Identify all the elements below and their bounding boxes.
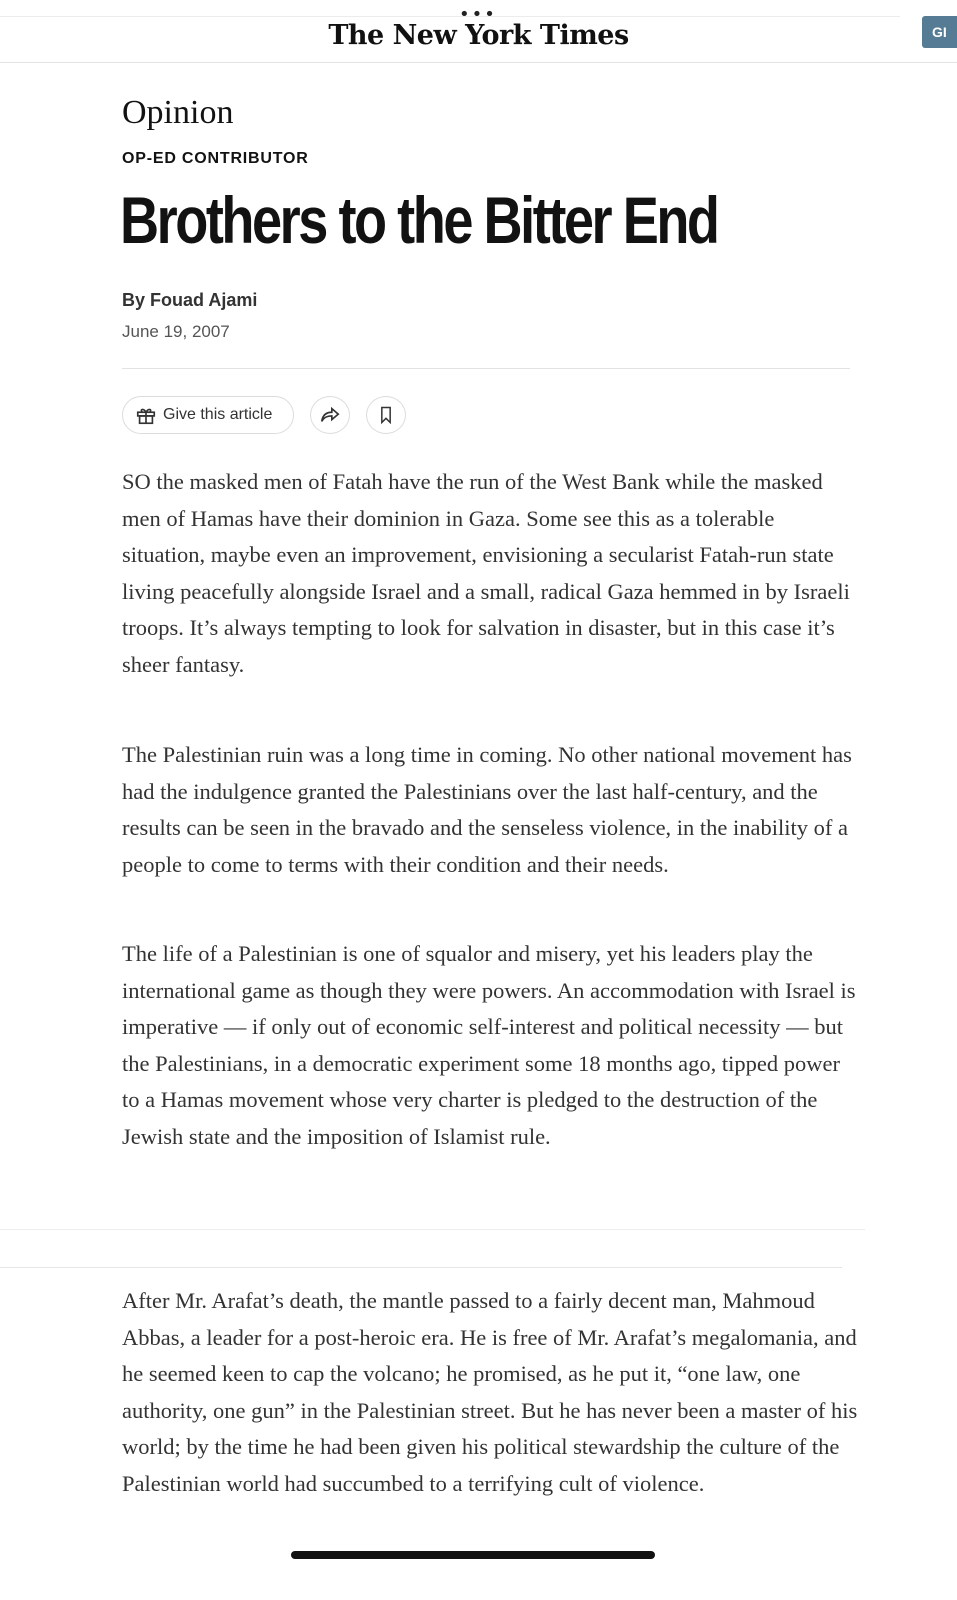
give-article-button[interactable] bbox=[122, 396, 294, 434]
ad-divider-top bbox=[0, 1229, 865, 1230]
kicker-label: OP-ED CONTRIBUTOR bbox=[122, 150, 309, 167]
article-paragraph: The life of a Palestinian is one of squalor and misery, yet his leaders play the international game as though they were powers. An accommodation with Israel is imperative — if only out of economic self-interest and political necessity — but the Palestinians, in a democratic experiment some 18 months ago, tipped power to a Hamas movement whose very charter is pledged to the destruction of the Jewish state and the imposition of Islamist rule. bbox=[122, 941, 856, 1149]
section-label[interactable]: Opinion bbox=[122, 94, 234, 131]
top-bar bbox=[0, 0, 957, 63]
bookmark-icon bbox=[376, 404, 396, 426]
ad-divider-bottom bbox=[0, 1267, 842, 1268]
article-paragraph: SO the masked men of Fatah have the run of the West Bank while the masked men of Hamas have their dominion in Gaza. Some see this as a tolerable situation, maybe even an improvement, envisioning a secularist Fatah-run state living peacefully alongside Israel and a small, radical Gaza hemmed in by Israeli troops. It’s always tempting to look for salvation in disaster, but in this case it’s sheer fantasy. bbox=[122, 469, 850, 677]
share-icon bbox=[319, 404, 341, 426]
nyt-masthead[interactable]: The New York Times bbox=[328, 20, 629, 51]
home-indicator[interactable] bbox=[291, 1551, 655, 1559]
header-divider bbox=[122, 368, 850, 369]
bookmark-button[interactable] bbox=[366, 396, 406, 434]
top-divider bbox=[0, 16, 900, 17]
give-article-label: Give this article bbox=[163, 406, 273, 423]
more-dots-icon[interactable]: ••• bbox=[459, 4, 497, 25]
give-subscription-button[interactable]: GI bbox=[922, 16, 957, 48]
gift-icon bbox=[135, 404, 157, 426]
article-headline: Brothers to the Bitter End bbox=[120, 183, 718, 257]
publish-date: June 19, 2007 bbox=[122, 322, 230, 341]
byline[interactable]: By Fouad Ajami bbox=[122, 290, 258, 310]
article-paragraph: After Mr. Arafat’s death, the mantle passed to a fairly decent man, Mahmoud Abbas, a leader for a post-heroic era. He is free of Mr. Arafat’s megalomania, and he seemed keen to cap the volcano; he promised, as he put it, “one law, one authority, one gun” in the Palestinian street. But he has never been a master of his world; by the time he had been given his political stewardship the culture of the Palestinian world had succumbed to a terrifying cult of violence. bbox=[122, 1288, 858, 1496]
share-button[interactable] bbox=[310, 396, 350, 434]
article-paragraph: The Palestinian ruin was a long time in coming. No other national movement has had the indulgence granted the Palestinians over the last half-century, and the results can be seen in the bravado and the senseless violence, in the inability of a people to come to terms with their condition and their needs. bbox=[122, 742, 852, 877]
